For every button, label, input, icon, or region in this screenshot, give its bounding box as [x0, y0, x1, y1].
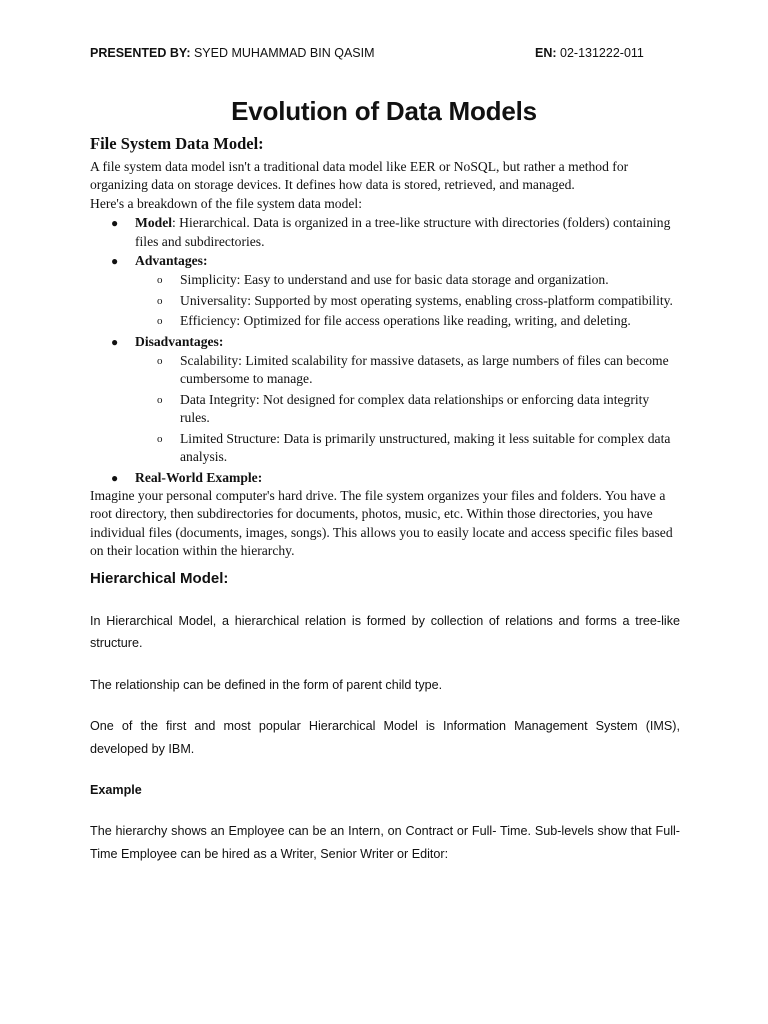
disadvantages-list: [135, 352, 680, 466]
real-world-text: Imagine your personal computer's hard drive. The file system organizes your files and folders. You have a root directory, then subdirectories for documents, photos, music, etc. Within those directories, you have individual files (documents, images, songs). This allows you to easily locate and access specific files based on their location within the hierarchy.: [90, 487, 673, 559]
presenter-name: SYED MUHAMMAD BIN QASIM: [190, 46, 375, 60]
advantages-list: [135, 271, 680, 330]
bullet-dot-icon: ●: [111, 254, 119, 269]
bullet-dot-icon: ●: [111, 216, 119, 231]
advantages-label: Advantages:: [135, 253, 208, 269]
disadvantage-item: [135, 430, 680, 467]
example-label: Example: [90, 783, 142, 798]
main-content: [90, 134, 680, 865]
page-title: Evolution of Data Models: [231, 96, 537, 126]
bullet-dot-icon: ●: [111, 470, 119, 485]
model-text: : Hierarchical. Data is organized in a tree-like structure with directories (folders) containing files and subdirectories.: [135, 215, 671, 249]
presented-by-label: PRESENTED BY:: [90, 46, 191, 60]
hierarchical-paragraph-1: In Hierarchical Model, a hierarchical relation is formed by collection of relations and forms a tree-like structure.: [90, 613, 680, 651]
hierarchical-section: [90, 569, 680, 866]
advantage-text: Universality: Supported by most operating systems, enabling cross-platform compatibility.: [180, 292, 673, 308]
advantages-bullet: [90, 252, 680, 331]
file-system-intro: A file system data model isn't a traditional data model like EER or NoSQL, but rather a method for organizing data on storage devices. It defines how data is stored, retrieved, and managed.: [90, 159, 629, 193]
model-bullet: [90, 214, 680, 251]
advantage-item: [135, 292, 680, 310]
file-system-heading: File System Data Model:: [90, 134, 264, 153]
hierarchical-heading: Hierarchical Model:: [90, 569, 229, 587]
circle-bullet-icon: o: [157, 393, 163, 406]
hierarchical-paragraph-2: The relationship can be defined in the form of parent child type.: [90, 677, 443, 692]
real-world-bullet: [90, 469, 680, 487]
model-label: Model: [135, 215, 172, 231]
file-system-bullet-list: [90, 214, 680, 487]
advantage-text: Simplicity: Easy to understand and use for basic data storage and organization.: [180, 272, 609, 288]
disadvantage-item: [135, 391, 680, 428]
disadvantage-text: Limited Structure: Data is primarily unstructured, making it less suitable for complex data analysis.: [180, 430, 671, 465]
advantage-item: [135, 271, 680, 289]
circle-bullet-icon: o: [157, 315, 163, 328]
file-system-section: [90, 134, 680, 561]
enrollment-info: [535, 46, 644, 60]
hierarchical-paragraph-3: One of the first and most popular Hierarchical Model is Information Management System (IMS), developed by IBM.: [90, 719, 680, 756]
advantage-text: Efficiency: Optimized for file access operations like reading, writing, and deleting.: [180, 313, 631, 329]
disadvantage-text: Data Integrity: Not designed for complex data relationships or enforcing data integrity rules.: [180, 391, 650, 426]
enrollment-label: EN:: [535, 46, 557, 60]
page-header: [90, 46, 678, 64]
bullet-dot-icon: ●: [111, 334, 119, 349]
enrollment-number: 02-131222-011: [556, 46, 644, 60]
disadvantage-item: [135, 352, 680, 389]
circle-bullet-icon: o: [157, 294, 163, 307]
circle-bullet-icon: o: [157, 432, 163, 445]
disadvantage-text: Scalability: Limited scalability for massive datasets, as large numbers of files can become cumbersome to manage.: [180, 353, 669, 387]
hierarchical-paragraph-4: The hierarchy shows an Employee can be an Intern, on Contract or Full- Time. Sub-levels show that Full-Time Employee can be hired as a Writer, Senior Writer or Editor:: [90, 824, 680, 861]
file-system-breakdown: Here's a breakdown of the file system data model:: [90, 195, 362, 211]
circle-bullet-icon: o: [157, 355, 163, 368]
disadvantages-label: Disadvantages:: [135, 333, 224, 349]
disadvantages-bullet: [90, 333, 680, 467]
real-world-label: Real-World Example:: [135, 469, 263, 485]
presenter-info: [90, 46, 375, 60]
advantage-item: [135, 312, 680, 330]
circle-bullet-icon: o: [157, 274, 163, 287]
